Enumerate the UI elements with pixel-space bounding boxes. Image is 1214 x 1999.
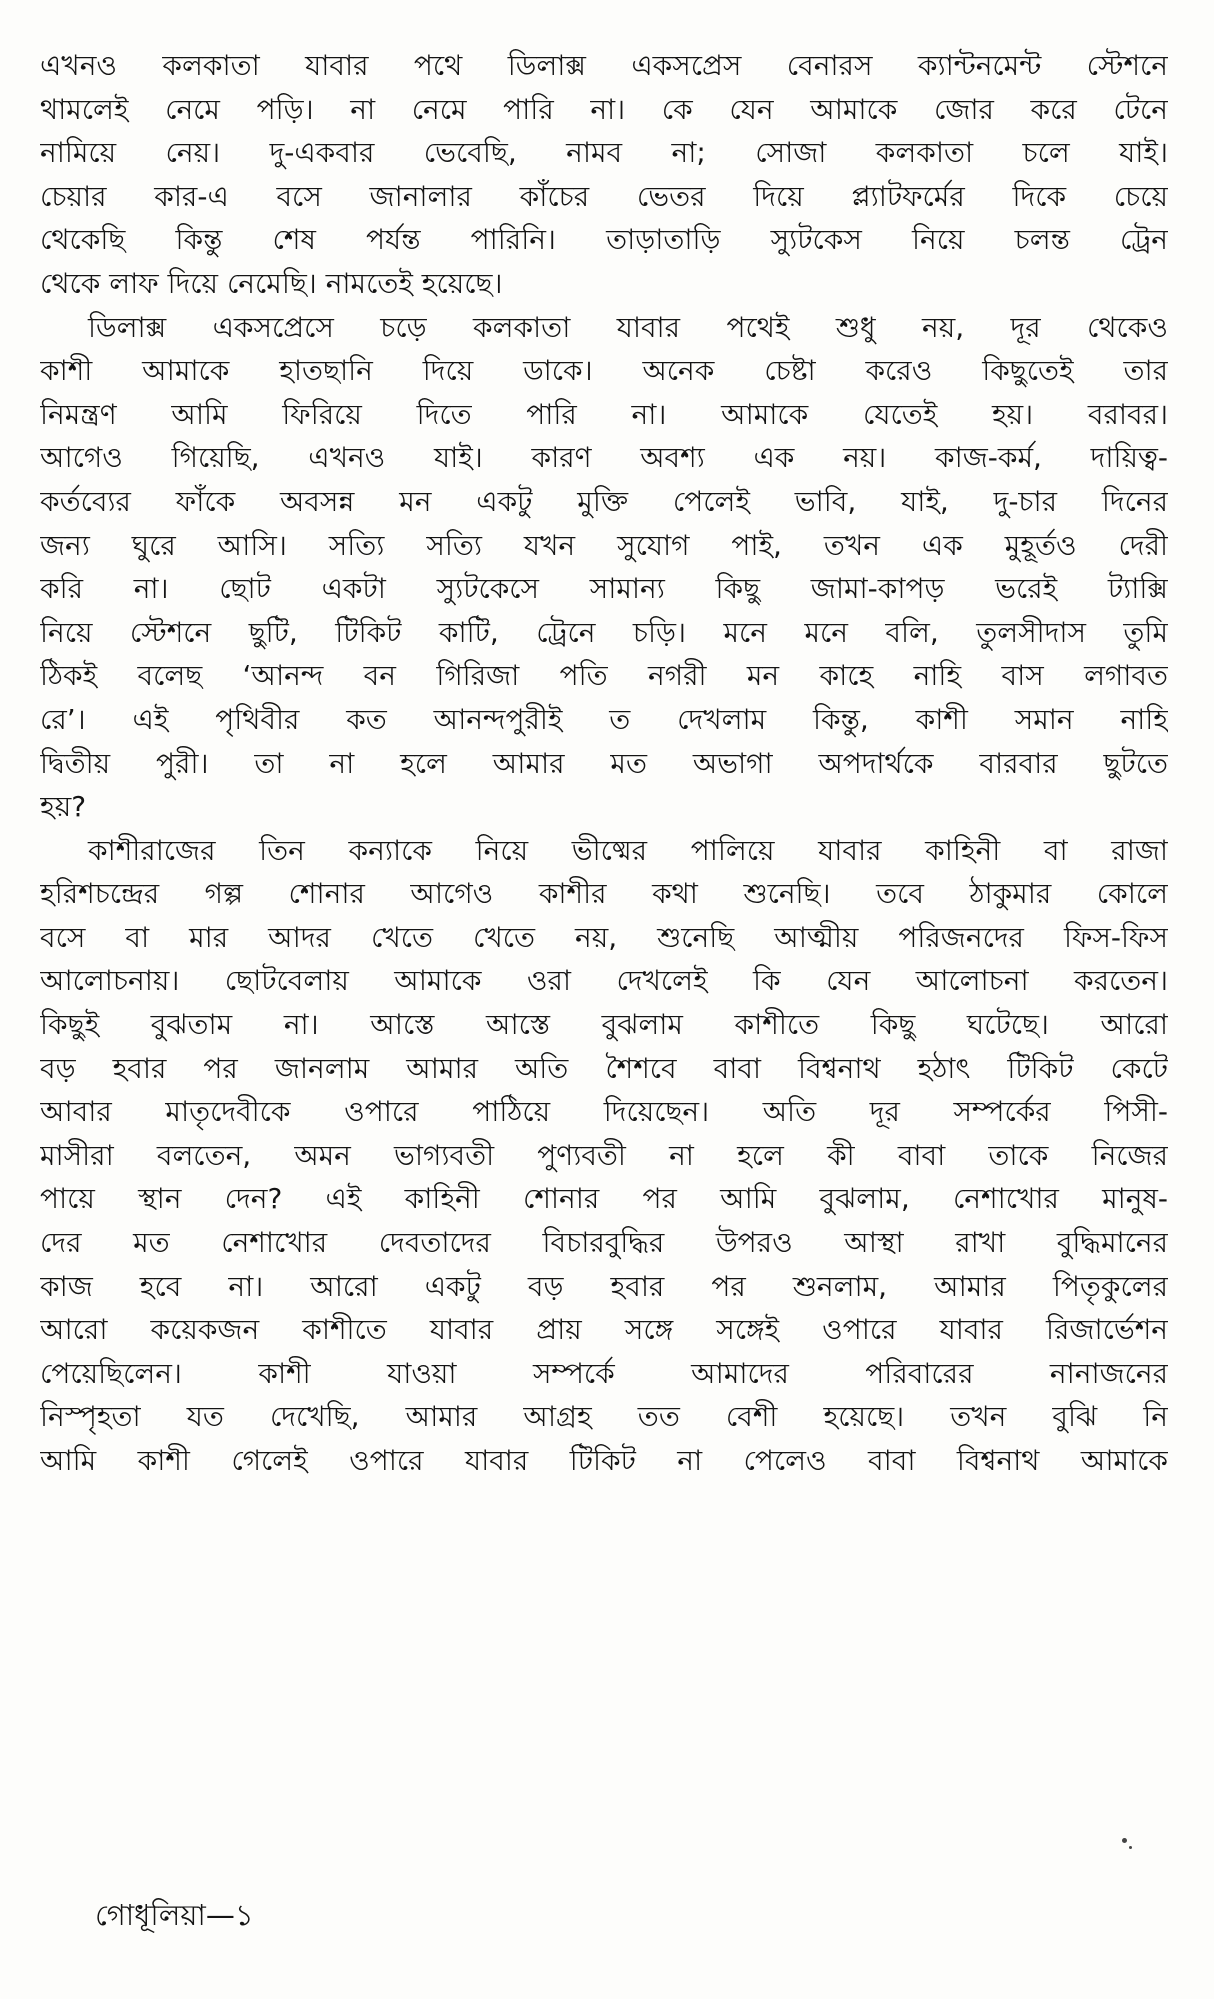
text-line: বসে বা মার আদর খেতে খেতে নয়, শুনেছি আত্মীয় পরিজনদের ফিস-ফিস (40, 920, 1168, 954)
text-line: কাশী আমাকে হাতছানি দিয়ে ডাকে। অনেক চেষ্টা করেও কিছুতেই তার (40, 354, 1168, 388)
text-line: নিমন্ত্রণ আমি ফিরিয়ে দিতে পারি না। আমাকে যেতেই হয়। বরাবর। (40, 397, 1168, 431)
text-line: মাসীরা বলতেন, অমন ভাগ্যবতী পুণ্যবতী না হলে কী বাবা তাকে নিজের (40, 1138, 1168, 1172)
text-line: দ্বিতীয় পুরী। তা না হলে আমার মত অভাগা অপদার্থকে বারবার ছুটতে (40, 746, 1168, 780)
text-line: থামলেই নেমে পড়ি। না নেমে পারি না। কে যেন আমাকে জোর করে টেনে (40, 92, 1168, 126)
text-line: আলোচনায়। ছোটবেলায় আমাকে ওরা দেখলেই কি যেন আলোচনা করতেন। (40, 964, 1168, 998)
text-line: নিস্পৃহতা যত দেখেছি, আমার আগ্রহ তত বেশী হয়েছে। তখন বুঝি নি (40, 1400, 1168, 1434)
text-line: পেয়েছিলেন। কাশী যাওয়া সম্পর্কে আমাদের পরিবারের নানাজনের (40, 1356, 1168, 1390)
text-line: কিছুই বুঝতাম না। আস্তে আস্তে বুঝলাম কাশীতে কিছু ঘটেছে। আরো (40, 1008, 1168, 1042)
text-line: কাজ হবে না। আরো একটু বড় হবার পর শুনলাম, আমার পিতৃকুলের (40, 1269, 1168, 1303)
text-line: নামিয়ে নেয়। দু-একবার ভেবেছি, নামব না; সোজা কলকাতা চলে যাই। (40, 136, 1168, 170)
text-line: করি না। ছোট একটা স্যুটকেসে সামান্য কিছু জামা-কাপড় ভরেই ট্যাক্সি (40, 572, 1168, 606)
paragraph-start-line: কাশীরাজের তিন কন্যাকে নিয়ে ভীষ্মের পালিয়ে যাবার কাহিনী বা রাজা (88, 833, 1168, 867)
text-line: রে’। এই পৃথিবীর কত আনন্দপুরীই ত দেখলাম কিন্তু, কাশী সমান নাহি (40, 702, 1168, 736)
scan-speck (1122, 1838, 1127, 1843)
page-footer-signature: গোধূলিয়া—১ (95, 1898, 254, 1932)
text-line: চেয়ার কার-এ বসে জানালার কাঁচের ভেতর দিয়ে প্ল্যাটফর্মের দিকে চেয়ে (40, 179, 1168, 213)
scan-speck (1129, 1846, 1132, 1849)
text-line: আরো কয়েকজন কাশীতে যাবার প্রায় সঙ্গে সঙ্গেই ওপারে যাবার রিজার্ভেশন (40, 1313, 1168, 1347)
text-line: জন্য ঘুরে আসি। সত্যি সত্যি যখন সুযোগ পাই, তখন এক মুহূর্তও দেরী (40, 528, 1168, 562)
text-line: এখনও কলকাতা যাবার পথে ডিলাক্স একসপ্রেস বেনারস ক্যান্টনমেন্ট স্টেশনে (40, 49, 1168, 82)
text-line: ঠিকই বলেছ ‘আনন্দ বন গিরিজা পতি নগরী মন কাহে নাহি বাস লগাবত (40, 659, 1168, 693)
text-line: আমি কাশী গেলেই ওপারে যাবার টিকিট না পেলেও বাবা বিশ্বনাথ আমাকে (40, 1444, 1168, 1477)
text-line: হয়? (40, 790, 87, 824)
text-line: আবার মাতৃদেবীকে ওপারে পাঠিয়ে দিয়েছেন। অতি দূর সম্পর্কের পিসী- (40, 1095, 1168, 1129)
text-line: হরিশচন্দ্রের গল্প শোনার আগেও কাশীর কথা শুনেছি। তবে ঠাকুমার কোলে (40, 877, 1168, 911)
text-line: থেকেছি কিন্তু শেষ পর্যন্ত পারিনি। তাড়াতাড়ি স্যুটকেস নিয়ে চলন্ত ট্রেন (40, 223, 1168, 257)
text-line: আগেও গিয়েছি, এখনও যাই। কারণ অবশ্য এক নয়। কাজ-কর্ম, দায়িত্ব- (40, 441, 1168, 475)
text-line: দের মত নেশাখোর দেবতাদের বিচারবুদ্ধির উপরও আস্থা রাখা বুদ্ধিমানের (40, 1226, 1168, 1260)
body-text (40, 44, 1168, 1483)
text-line: কর্তব্যের ফাঁকে অবসন্ন মন একটু মুক্তি পেলেই ভাবি, যাই, দু-চার দিনের (40, 484, 1168, 518)
text-line: পায়ে স্থান দেন? এই কাহিনী শোনার পর আমি বুঝলাম, নেশাখোর মানুষ- (40, 1182, 1168, 1216)
paragraph-start-line: ডিলাক্স একসপ্রেসে চড়ে কলকাতা যাবার পথেই শুধু নয়, দূর থেকেও (88, 310, 1168, 344)
text-line: বড় হবার পর জানলাম আমার অতি শৈশবে বাবা বিশ্বনাথ হঠাৎ টিকিট কেটে (40, 1051, 1168, 1085)
text-line: থেকে লাফ দিয়ে নেমেছি। নামতেই হয়েছে। (40, 266, 503, 300)
text-line: নিয়ে স্টেশনে ছুটি, টিকিট কাটি, ট্রেনে চড়ি। মনে মনে বলি, তুলসীদাস তুমি (40, 615, 1168, 649)
